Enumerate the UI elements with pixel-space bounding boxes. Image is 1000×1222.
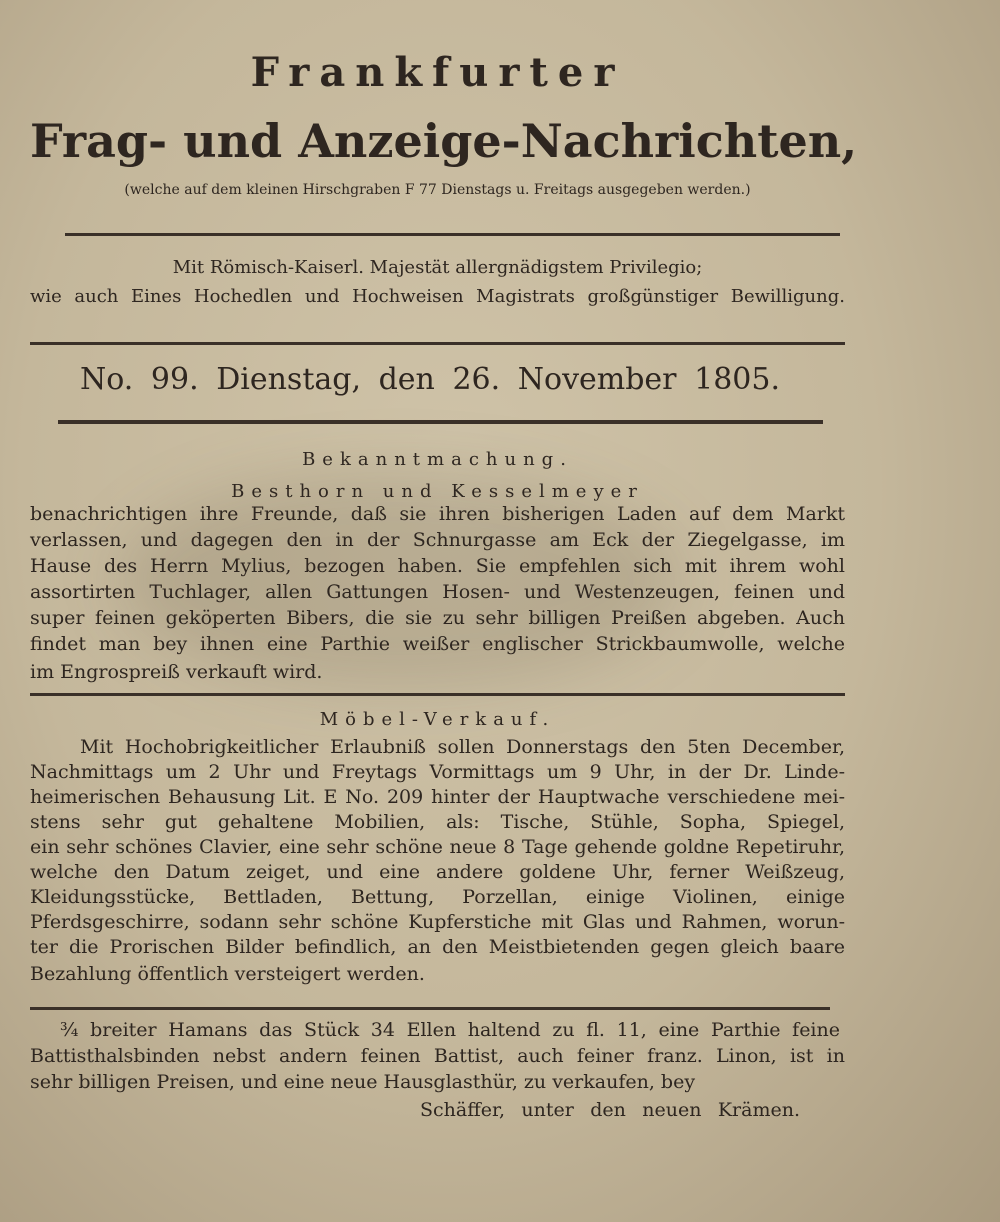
advertiser-signature: Schäffer, unter den neuen Krämen. (420, 1099, 800, 1121)
privilege-line: wie auch Eines Hochedlen und Hochweisen Magistrats großgünstiger Bewilligung. (30, 286, 845, 307)
text-line: welche den Datum zeiget, und eine andere goldene Uhr, ferner Weißzeug, (30, 861, 845, 883)
text-line: ter die Prorischen Bilder befindlich, an den Meistbietenden gegen gleich baare (30, 936, 845, 958)
text-line: im Engrospreiß verkauft wird. (30, 661, 323, 683)
text-line: findet man bey ihnen eine Parthie weißer englischer Strickbaumwolle, welche (30, 633, 845, 655)
text-line: ¾ breiter Hamans das Stück 34 Ellen haltend zu fl. 11, eine Parthie feine (60, 1019, 840, 1041)
text-line: ein sehr schönes Clavier, eine sehr schöne neue 8 Tage gehende goldne Repetiruhr, (30, 836, 845, 858)
issue-line: No. 99. Dienstag, den 26. November 1805. (80, 362, 780, 397)
masthead-title-line1: Frankfurter (250, 49, 625, 96)
text-line: Mit Hochobrigkeitlicher Erlaubniß sollen Donnerstags den 5ten December, (80, 736, 845, 758)
notice-heading: Bekanntmachung. (302, 449, 573, 470)
text-line: verlassen, und dagegen den in der Schnurgasse am Eck der Ziegelgasse, im (30, 529, 845, 551)
text-line: Kleidungsstücke, Bettladen, Bettung, Porzellan, einige Violinen, einige (30, 886, 845, 908)
notice-heading: Möbel-Verkauf. (319, 709, 556, 730)
text-line: Hause des Herrn Mylius, bezogen haben. Sie empfehlen sich mit ihrem wohl (30, 555, 845, 577)
text-line: sehr billigen Preisen, und eine neue Hausglasthür, zu verkaufen, bey (30, 1071, 696, 1093)
text-line: Pferdsgeschirre, sodann sehr schöne Kupferstiche mit Glas und Rahmen, worun- (30, 911, 845, 933)
divider (30, 342, 845, 345)
notice-subheading: Besthorn und Kesselmeyer (231, 481, 644, 502)
text-line: Battisthalsbinden nebst andern feinen Battist, auch feiner franz. Linon, ist in (30, 1045, 845, 1067)
text-line: assortirten Tuchlager, allen Gattungen Hosen- und Westenzeugen, feinen und (30, 581, 845, 603)
divider (30, 693, 845, 696)
text-line: Bezahlung öffentlich versteigert werden. (30, 963, 425, 985)
text-line: stens sehr gut gehaltene Mobilien, als: Tische, Stühle, Sopha, Spiegel, (30, 811, 845, 833)
divider (30, 1007, 830, 1010)
divider (58, 420, 823, 424)
privilege-line: Mit Römisch-Kaiserl. Majestät allergnädigstem Privilegio; (172, 257, 703, 278)
text-line: heimerischen Behausung Lit. E No. 209 hinter der Hauptwache verschiedene mei- (30, 786, 845, 808)
masthead-title-line2: Frag- und Anzeige-Nachrichten, (30, 114, 858, 168)
divider (65, 233, 840, 236)
text-line: super feinen geköperten Bibers, die sie zu sehr billigen Preißen abgeben. Auch (30, 607, 845, 629)
text-line: Nachmittags um 2 Uhr und Freytags Vormittags um 9 Uhr, in der Dr. Linde- (30, 761, 845, 783)
masthead-subtitle: (welche auf dem kleinen Hirschgraben F 77 Dienstags u. Freitags ausgegeben werden.) (124, 182, 751, 198)
text-line: benachrichtigen ihre Freunde, daß sie ihren bisherigen Laden auf dem Markt (30, 503, 845, 525)
